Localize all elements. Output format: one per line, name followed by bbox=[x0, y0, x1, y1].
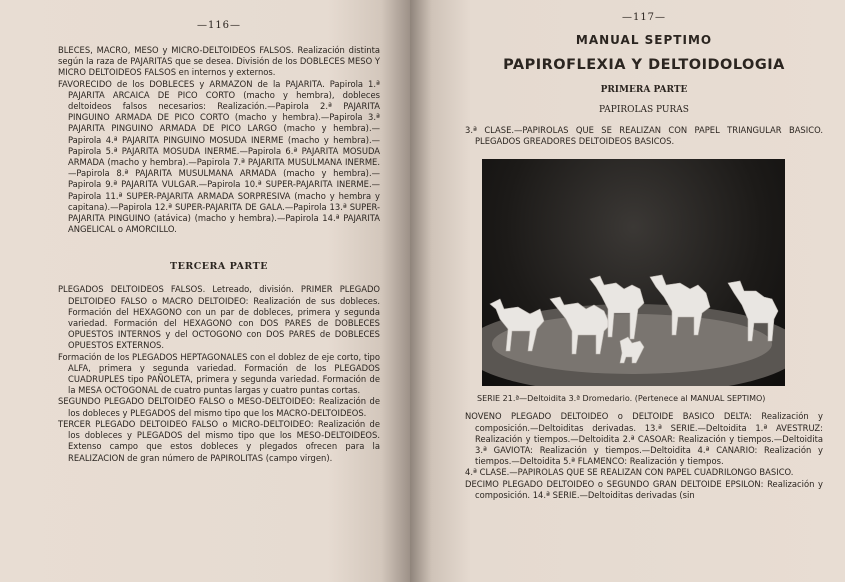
manual-title: MANUAL SEPTIMO bbox=[575, 33, 713, 47]
photo-caption: SERIE 21.ª—Deltoidita 3.ª Dromedario. (Pertenece al MANUAL SEPTIMO) bbox=[477, 394, 766, 404]
right-page bbox=[410, 0, 845, 582]
right-paragraph: NOVENO PLEGADO DELTOIDEO o DELTOIDE BASICO DELTA: Realización y composición.—Deltoiditas derivadas. 13.ª SERIE.—Deltoidita 1.ª AVESTRUZ: Realización y tiempos.—Deltoidita 2.ª CASOAR: Realización y tiempos.—Deltoidita 3.ª GAVIOTA: Realización y tiempos.—Deltoidita 4.ª CANARIO: Realización y tiempos.—Deltoidita 5.ª FLAMENCO: Realización y tiempos. bbox=[465, 411, 823, 467]
left-page bbox=[0, 0, 410, 582]
left-page-number: —116— bbox=[196, 20, 242, 31]
section-paragraph: PLEGADOS DELTOIDEOS FALSOS. Letreado, división. PRIMER PLEGADO DELTOIDEO FALSO o MACRO DELTOIDEO: Realización de sus dobleces. Formación del HEXAGONO con un par de dobleces, primera y segunda variedad. Formación del HEXAGONO con DOS PARES de DOBLECES OPUESTOS INTERNOS y del OCTOGONO con DOS PARES de DOBLECES OPUESTOS EXTERNOS. bbox=[58, 284, 380, 351]
main-title: PAPIROFLEXIA Y DELTOIDOLOGIA bbox=[503, 57, 785, 73]
camel-figures-photo bbox=[482, 159, 785, 386]
section-paragraph: SEGUNDO PLEGADO DELTOIDEO FALSO o MESO-DELTOIDEO: Realización de los dobleces y PLEGADOS del mismo tipo que los MACRO-DELTOIDEOS. bbox=[58, 396, 380, 418]
section-title: TERCERA PARTE bbox=[170, 261, 268, 273]
section-paragraph: Formación de los PLEGADOS HEPTAGONALES con el doblez de eje corto, tipo ALFA, primera y segunda variedad. Formación de los PLEGADOS CUADRUPLES tipo PAÑOLETA, primera y segunda variedad. Formación de la MESA OCTOGONAL de cuatro puntas largas y cuatro puntas cortas. bbox=[58, 351, 380, 396]
right-page-number: —117— bbox=[621, 12, 667, 23]
section-paragraph: TERCER PLEGADO DELTOIDEO FALSO o MICRO-DELTOIDEO: Realización de los dobleces y PLEGADOS del mismo tipo que los MESO-DELTOIDEOS. Extenso campo que estos dobleces y plegados ofrecen para la REALIZACION de gran número de PAPIROLITAS (campo virgen). bbox=[58, 418, 380, 463]
origami-camels-illustration bbox=[482, 159, 785, 386]
part-subtitle: PAPIROLAS PURAS bbox=[599, 105, 689, 115]
left-paragraph: FAVORECIDO de los DOBLECES y ARMAZON de la PAJARITA. Papirola 1.ª PAJARITA ARCAICA DE PICO CORTO (macho y hembra), dobleces deltoideos falsos necesarios: Realización.—Papirola 2.ª PAJARITA PINGUINO ARMADA DE PICO CORTO (macho y hembra).—Papirola 3.ª PAJARITA PINGUINO ARMADA DE PICO LARGO (macho y hembra).—Papirola 4.ª PAJARITA PINGUINO MOSUDA INERME (macho y hembra).—Papirola 5.ª PAJARITA MOSUDA INERME.—Papirola 6.ª PAJARITA MOSUDA ARMADA (macho y hembra).—Papirola 7.ª PAJARITA MUSULMANA INERME.—Papirola 8.ª PAJARITA MUSULMANA ARMADA (macho y hembra).—Papirola 9.ª PAJARITA VULGAR.—Papirola 10.ª SUPER-PAJARITA INERME.—Papirola 11.ª SUPER-PAJARITA ARMADA SORPRESIVA (macho y hembra y capitana).—Papirola 12.ª SUPER-PAJARITA DE GALA.—Papirola 13.ª SUPER-PAJARITA PINGUINO (atávica) (macho y hembra).—Papirola 14.ª PAJARITA ANGELICAL o AMORCILLO. bbox=[58, 78, 380, 235]
part-title: PRIMERA PARTE bbox=[600, 85, 688, 95]
right-paragraph: DECIMO PLEGADO DELTOIDEO o SEGUNDO GRAN DELTOIDE EPSILON: Realización y composición. 14.ª SERIE.—Deltoiditas derivadas (sin bbox=[465, 478, 823, 500]
right-paragraph: 4.ª CLASE.—PAPIROLAS QUE SE REALIZAN CON PAPEL CUADRILONGO BASICO. bbox=[465, 467, 794, 478]
left-paragraph: BLECES, MACRO, MESO y MICRO-DELTOIDEOS FALSOS. Realización distinta según la raza de PAJARITAS que se desea. División de los DOBLECES MESO Y MICRO DELTOIDEOS FALSOS en internos y externos. bbox=[58, 45, 380, 78]
intro-paragraph: 3.ª CLASE.—PAPIROLAS QUE SE REALIZAN CON PAPEL TRIANGULAR BASICO. PLEGADOS GREADORES DELTOIDEOS BASICOS. bbox=[465, 125, 823, 147]
